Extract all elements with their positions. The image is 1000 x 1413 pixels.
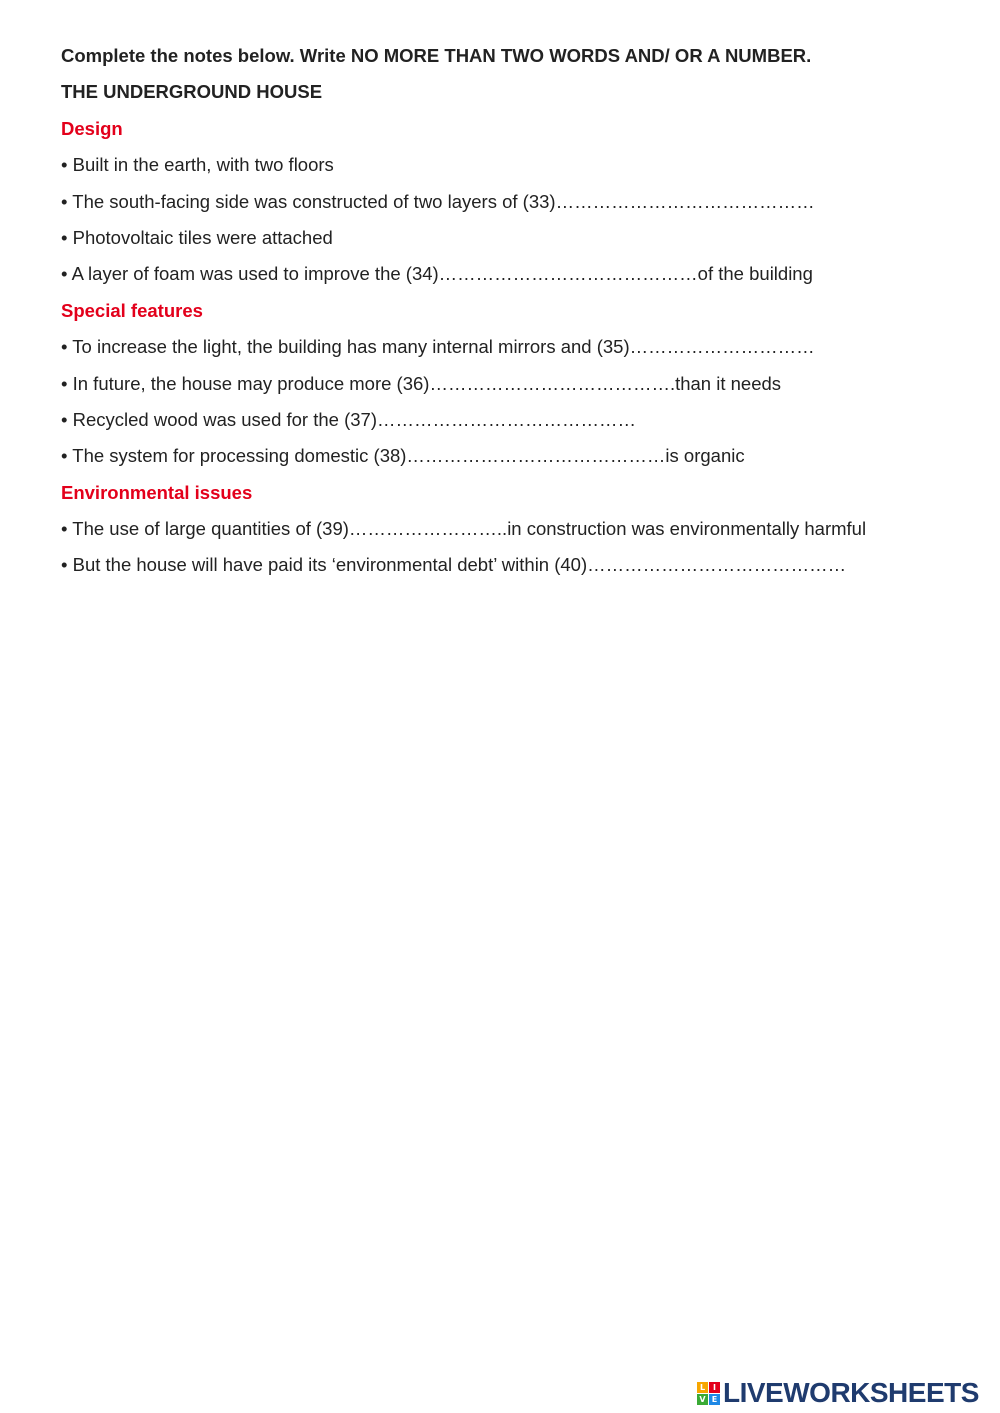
- note-item-q36: • In future, the house may produce more (36)………………………………….than it needs: [61, 372, 782, 394]
- note-item: • Photovoltaic tiles were attached: [61, 226, 333, 248]
- note-item: • Built in the earth, with two floors: [61, 154, 334, 176]
- note-item-q40: • But the house will have paid its ‘environmental debt’ within (40)……………………………………: [61, 554, 847, 576]
- note-item-q34: • A layer of foam was used to improve the (34)……………………………………of the building: [61, 263, 813, 285]
- note-item-q39: • The use of large quantities of (39)……………………..in construction was environmentally harmful: [61, 518, 867, 540]
- logo-mark-icon: [697, 1382, 720, 1405]
- note-item-q37: • Recycled wood was used for the (37)……………………………………: [61, 408, 636, 430]
- section-heading-environmental-issues: Environmental issues: [61, 481, 253, 503]
- note-item-q38: • The system for processing domestic (38)……………………………………is organic: [61, 445, 745, 467]
- instructions: Complete the notes below. Write NO MORE THAN TWO WORDS AND/ OR A NUMBER.: [61, 45, 812, 66]
- worksheet-content: [61, 38, 961, 584]
- logo-mark-letter: E: [709, 1394, 720, 1405]
- note-item-q35: • To increase the light, the building has many internal mirrors and (35)…………………………: [61, 336, 815, 358]
- liveworksheets-logo: [697, 1376, 979, 1410]
- logo-mark-letter: I: [709, 1382, 720, 1393]
- page-title: THE UNDERGROUND HOUSE: [61, 81, 323, 103]
- logo-mark-letter: V: [697, 1394, 708, 1405]
- section-heading-special-features: Special features: [61, 299, 203, 321]
- logo-mark-letter: L: [697, 1382, 708, 1393]
- section-heading-design: Design: [61, 117, 123, 139]
- logo-text: LIVEWORKSHEETS: [723, 1377, 979, 1408]
- note-item-q33: • The south-facing side was constructed of two layers of (33)……………………………………: [61, 190, 815, 212]
